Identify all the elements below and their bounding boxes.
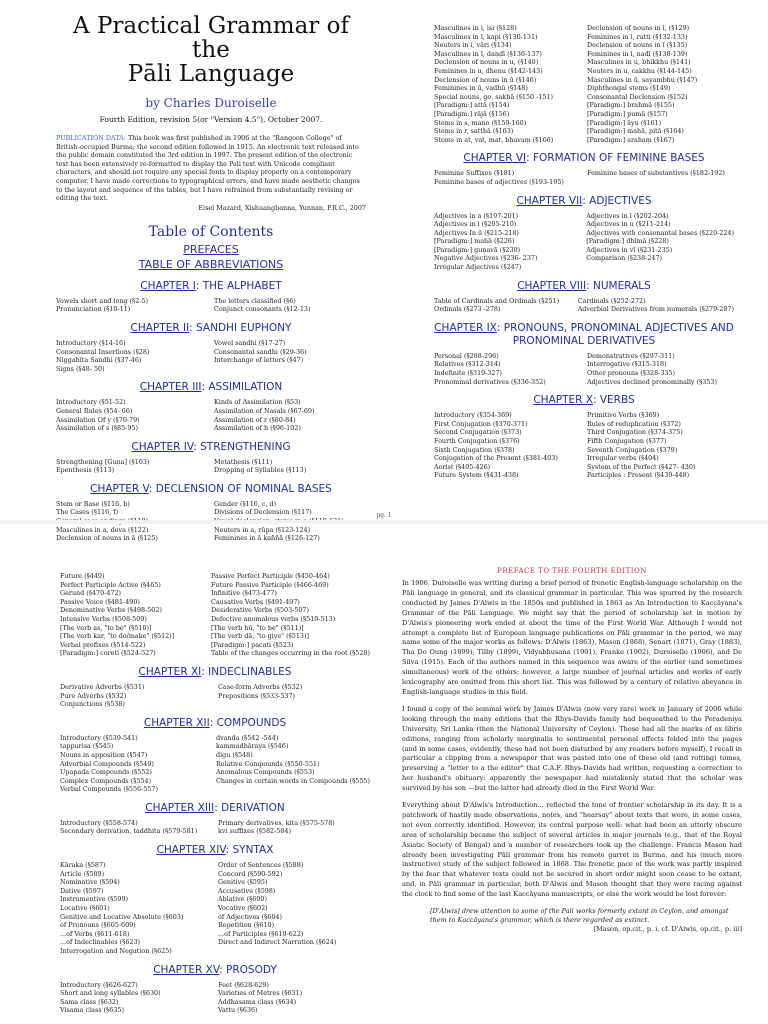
toc-item[interactable]: Future Passive Participle (§466-469): [210, 580, 329, 589]
toc-item[interactable]: ...of Verbs (§611-618): [60, 929, 130, 938]
chapter-number-link[interactable]: CHAPTER I: [140, 279, 196, 292]
toc-item[interactable]: kammadhāraya (§546): [215, 742, 289, 751]
chapter-number-link[interactable]: CHAPTER II: [130, 321, 190, 334]
toc-item[interactable]: Defective anomalous verbs (§510-513): [210, 614, 336, 623]
chapter-name: : ADJECTIVES: [582, 194, 652, 207]
toc-item[interactable]: Feminines in u, dhenu (§142-143): [434, 66, 543, 75]
toc-item: [218, 947, 370, 956]
toc-item[interactable]: Table of the changes occurring in the root (§528): [210, 649, 370, 658]
left-chapters: [56, 280, 366, 543]
toc-item[interactable]: [Paradigm:] mahā, pitā (§164): [587, 127, 684, 136]
toc-item[interactable]: tappurisa (§545): [60, 742, 114, 751]
link-table-of-abbreviations[interactable]: TABLE OF ABBREVIATIONS: [138, 257, 284, 271]
toc-item: [218, 700, 370, 709]
chapter-items: [56, 398, 366, 432]
toc-item[interactable]: Nominative (§594): [60, 878, 120, 887]
book-title-line1: A Practical Grammar of the: [73, 13, 349, 63]
toc-item[interactable]: Consonantal Declension (§152): [587, 92, 688, 101]
toc-item: [216, 785, 370, 794]
toc-item[interactable]: Kinds of Assimilation (§53): [214, 398, 301, 407]
toc-item[interactable]: Order of Sentences (§588): [218, 861, 304, 870]
toc-item[interactable]: Rules of reduplication (§372): [587, 419, 681, 428]
toc-item: [214, 365, 366, 374]
toc-item[interactable]: Interchange of letters (§47): [214, 356, 304, 365]
toc-item[interactable]: Epenthesis (§113): [56, 466, 115, 475]
toc-item[interactable]: Gerund (§470-472): [60, 589, 122, 598]
toc-item[interactable]: Direct and Indirect Narration (§624): [218, 938, 337, 947]
toc-item[interactable]: Conjugation of the Present (§381-403): [434, 454, 558, 463]
toc-item[interactable]: Pronominal derivatives (§336-352): [434, 377, 546, 386]
toc-item[interactable]: Introductory (§558-574): [60, 818, 138, 827]
publication-signature: Eisel Mazard, Xishuangbanna, Yunnan, P.R.C., 2007: [198, 203, 366, 212]
chapter-heading[interactable]: [434, 322, 734, 348]
page-1-right-column: [434, 24, 734, 480]
toc-item[interactable]: Addhasama class (§634): [218, 997, 297, 1006]
chapter-heading[interactable]: [56, 483, 366, 496]
toc-item[interactable]: Introductory (§626-627): [60, 980, 138, 989]
chapter-items: [434, 411, 734, 480]
toc-item[interactable]: Genitive and Locative Absolute (§603): [60, 912, 184, 921]
toc-item[interactable]: Feminine bases of substantives (§182-192): [587, 169, 725, 178]
toc-item[interactable]: Locative (§601): [60, 904, 110, 913]
toc-item[interactable]: Varieties of Metres (§631): [218, 989, 303, 998]
toc-item[interactable]: Desiderative Verbs (§503-507): [210, 606, 309, 615]
edition-line: Fourth Edition, revision 5(or "Version 4.5"), October 2007.: [99, 115, 323, 124]
chapter-heading[interactable]: [434, 394, 734, 407]
chapter-items: [60, 683, 370, 709]
toc-item[interactable]: Concord (§590-592): [218, 869, 283, 878]
chapter-items: [60, 734, 370, 794]
toc-item[interactable]: of Pronouns (§605-609): [60, 921, 136, 930]
publication-data-text: This book was first published in 1906 at the "Rangoon College" of British-occupied Burma; the second edition followed in 1915. An electronic text released into the public domain constituted the 3rd edition in 1997. The present edition of the electronic text has been extensively re-formatted to display the Pali text with Unicode compliant characters, and should not require any special fonts to display properly on a contemporary computer. I have made corrections to typographical errors, and have made aesthetic changes to the layout and sequence of the tables, but I have refrained from substantially revising or editing the text.: [56, 134, 360, 203]
page-2-chapters: [60, 666, 370, 1015]
chapter-number-link[interactable]: CHAPTER VI: [463, 152, 527, 165]
chapter-items: [60, 981, 370, 1015]
chapter-items: [60, 861, 370, 956]
toc-item[interactable]: [Paradigm:] attā (§154): [434, 101, 510, 110]
toc-item[interactable]: Prepositions (§533-537): [218, 691, 296, 700]
toc-item[interactable]: Feminines in ī, nadī (§138-139): [587, 49, 688, 58]
toc-item[interactable]: ...of Indeclinables (§623): [60, 938, 141, 947]
toc-item[interactable]: Signs (§48- 50): [56, 364, 105, 373]
toc-item[interactable]: [The verb kar, "to do/make" (§512)]: [60, 632, 175, 641]
toc-item[interactable]: Denominative Verbs (§498-502): [60, 606, 162, 615]
toc-item[interactable]: Diphthongal stems (§149): [587, 84, 671, 93]
chapter-name: : INDECLINABLES: [201, 665, 292, 678]
preface-column: [402, 567, 742, 933]
toc-item[interactable]: Intensive Verbs (§508-509): [60, 614, 147, 623]
toc-item[interactable]: Divisions of Declension (§117): [214, 508, 312, 517]
toc-item[interactable]: Consonantal sandhi (§29-36): [214, 347, 307, 356]
toc-item[interactable]: Vowels short and long (§2-5): [56, 296, 149, 305]
toc-item[interactable]: Changes in certain words in Compounds (§555): [215, 776, 370, 785]
toc-item[interactable]: Adjectives in i (§205-210): [434, 220, 517, 229]
toc-item[interactable]: Pronunciation (§10-11): [56, 305, 131, 314]
toc-item[interactable]: Adjectives in ī (§202-204): [586, 211, 669, 220]
toc-item[interactable]: dvanda (§542 -544): [215, 733, 279, 742]
toc-item[interactable]: Adjectives In ū (§215-218): [434, 228, 519, 237]
toc-item[interactable]: of Adjectives (§604): [218, 912, 282, 921]
declension-items: [434, 24, 734, 144]
toc-item[interactable]: System of the Perfect (§427- 430): [587, 462, 696, 471]
toc-item[interactable]: Masculines in u, bhikkhu (§141): [587, 58, 691, 67]
toc-item[interactable]: Instrumentive (§599): [60, 895, 129, 904]
chapter-heading[interactable]: [56, 280, 366, 293]
toc-item[interactable]: Declension of nouns in ā (§125): [56, 534, 158, 543]
toc-item[interactable]: Sixth Conjugation (§378): [434, 445, 515, 454]
toc-item[interactable]: Relatives (§312-314): [434, 360, 501, 369]
toc-item[interactable]: The Cases (§116, f): [56, 508, 119, 517]
toc-item[interactable]: Pure Adverbs (§532): [60, 691, 127, 700]
toc-item[interactable]: Adverbial Compounds (§549): [60, 759, 154, 768]
chapter-heading[interactable]: [56, 441, 366, 454]
toc-item[interactable]: Vowel sandhi (§17-27): [214, 338, 286, 347]
chapter-heading[interactable]: [60, 666, 370, 679]
chapter-number-link[interactable]: CHAPTER VII: [516, 194, 583, 207]
chapter-name: : STRENGTHENING: [193, 440, 291, 453]
toc-item[interactable]: Third Conjugation (§374-375): [587, 428, 683, 437]
toc-item[interactable]: Repetition (§610): [218, 921, 275, 930]
toc-item[interactable]: Declension of nouns in ī, (§129): [587, 24, 690, 32]
toc-item[interactable]: Feminine bases of adjectives (§193-195): [434, 177, 564, 186]
chapter-heading[interactable]: [56, 322, 366, 335]
toc-item[interactable]: [The verb hū, "to be" (§511)]: [210, 623, 304, 632]
preface-quote-reference: [Mason, op.cit., p. i, cf. D'Alwis, op.cit., p. iii]: [593, 925, 742, 934]
toc-item[interactable]: Causative Verbs (§491-497): [210, 597, 300, 606]
chapter-number-link[interactable]: CHAPTER XIV: [156, 844, 226, 857]
toc-item[interactable]: Participles : Present (§439-448): [587, 471, 690, 480]
toc-item[interactable]: Introductory (§14-16): [56, 338, 126, 347]
chapter-name: : PROSODY: [219, 963, 277, 976]
toc-item[interactable]: Kāraka (§587): [60, 861, 106, 870]
chapter-number-link[interactable]: CHAPTER X: [533, 394, 593, 407]
toc-item[interactable]: Verbal Compounds (§556-557): [60, 785, 158, 794]
publication-data: [56, 134, 366, 203]
author-line: by Charles Duroiselle: [145, 96, 277, 110]
toc-item[interactable]: [The verb dā, "to give" (§513)]: [210, 632, 309, 641]
preface-paragraph: I found a copy of the seminal work by James D'Alwis (now very rare) work in January of 2006 while looking through the many editions that the Rhys-Davids family had bequeathed to the Peradeniya University, Sri Lanka (then the National University of Ceylon). These had all the marks of ex libris editions, ranging from scholarly marginalia to sentimental personal effects folded into the pages (and in some cases, evidently, these had not been disturbed by any readers before myself). I recall in particular a clipping from a newspaper that was pasted into one of these old (and rotting) tomes, preserving a "letter to a the editor" that C.A.F. Rhys-Davids had written, requesting a correction to her husband's obituary: apparently the newspaper had mistakenly stated that the scholar was survived by his son —but the latter had already died in the First World War.: [402, 704, 742, 793]
toc-item[interactable]: Assimilation of r (§80-84): [214, 415, 296, 424]
toc-item[interactable]: Nouns in apposition (§547): [60, 750, 148, 759]
toc-item[interactable]: The letters classified (§6): [214, 296, 296, 305]
preface-paragraph: Everything about D'Alwis's Introduction... reflected the tone of frontier scholarship in its day. It is a patchwork of hastily made observations, notes, and "hearsay" about texts that were, in some cases, not even correctly identified. However, its central purpose well: what had been an utterly obscure area of scholarship became the subject of several articles in major journals (e.g., that of the Royal Asiatic Society of Bengal) and a number of researchers took up the challenge. Francis Mason had already been investigating Pāli grammar from his remote garret in Burma, and his (much more instructive) study of the subject followed in 1868. The frenetic pace of the work was partly inspired by the fear that whatever texts could not be secured in short order might soon cease to be extant, and, in Pāli grammar in particular, both D'Alwis and Mason thought that they were racing against the clock to find some of the last Kaccāyana manuscripts, or else the work would be lost forever:: [402, 801, 742, 899]
toc-item[interactable]: Perfect Participle Active (§465): [60, 580, 161, 589]
toc-item[interactable]: Indefinite (§319-327): [434, 369, 503, 378]
toc-item[interactable]: [Paradigm:] guṇavā (§230): [434, 245, 521, 254]
toc-item[interactable]: General Rules (§54- 66): [56, 406, 133, 415]
toc-item[interactable]: Introductory (§539-541): [60, 733, 138, 742]
toc-item[interactable]: Case-form Adverbs (§532): [218, 682, 303, 691]
verb-items: [60, 572, 370, 658]
toc-item[interactable]: Accusative (§598): [218, 886, 276, 895]
toc-item[interactable]: Declension of nouns in ū (§146): [434, 75, 537, 84]
toc-item[interactable]: Introductory (§354-369): [434, 411, 512, 420]
chapter-number-link[interactable]: CHAPTER XV: [153, 963, 220, 976]
toc-item[interactable]: Demonstratives (§297-311): [587, 351, 675, 360]
toc-item[interactable]: Cardinals (§252-272): [577, 296, 646, 305]
toc-item[interactable]: Other pronouns (§328-335): [587, 369, 676, 378]
chapter-heading[interactable]: [60, 964, 370, 977]
chapter-name: : DERIVATION: [214, 801, 285, 814]
toc-item[interactable]: Neuters in u, cakkhu (§144-145): [587, 66, 692, 75]
chapter-name: : VERBS: [592, 394, 635, 407]
chapter-number-link[interactable]: CHAPTER IX: [434, 321, 497, 334]
toc-item[interactable]: Genitive (§595): [218, 878, 268, 887]
toc-item[interactable]: Anomalous Compounds (§553): [215, 768, 315, 777]
toc-item: [587, 178, 734, 187]
toc-item[interactable]: Dative (§597): [60, 886, 104, 895]
toc-item[interactable]: Sama class (§632): [60, 997, 119, 1006]
chapter-number-link[interactable]: CHAPTER XII: [143, 716, 210, 729]
toc-item[interactable]: Vattu (§636): [218, 1006, 258, 1015]
toc-item[interactable]: Feet (§628-629): [218, 980, 269, 989]
toc-item[interactable]: Future (§449): [60, 572, 105, 580]
toc-item[interactable]: Neuters in i, vāri (§134): [434, 41, 512, 50]
toc-item[interactable]: Stems in r, satthā (§163): [434, 127, 514, 136]
chapter-heading[interactable]: [60, 844, 370, 857]
toc-item[interactable]: Fifth Conjugation (§377): [587, 437, 667, 445]
toc-item[interactable]: Feminines in ā kaññā (§126-127): [214, 534, 320, 543]
chapter-heading[interactable]: [434, 280, 734, 293]
chapter-items: [434, 352, 734, 386]
toc-item[interactable]: Fourth Conjugation (§376): [434, 437, 520, 445]
toc-item[interactable]: [Paradigm:] rājā (§156): [434, 109, 510, 118]
page-1-left-column: [56, 14, 366, 543]
toc-item[interactable]: [Paradigm:] brahmā (§155): [587, 101, 675, 110]
toc-item[interactable]: Infinitive (§473-477): [210, 589, 277, 598]
toc-item[interactable]: [Paradigm:] dhīmā (§228): [586, 237, 669, 246]
chapter-heading[interactable]: [60, 802, 370, 815]
toc-item[interactable]: Negative Adjectives (§236- 237): [434, 254, 538, 263]
page-2-left-column: [60, 572, 370, 1015]
toc-item[interactable]: Second Conjugation (§373): [434, 428, 522, 437]
chapter-items: [434, 297, 734, 314]
toc-item[interactable]: Adjectives in vī (§231-235): [586, 245, 673, 254]
chapter-heading[interactable]: [60, 717, 370, 730]
toc-item[interactable]: Masculines in ū, sayambhu (§147): [587, 75, 698, 84]
toc-item[interactable]: Gender (§116, c, d): [214, 499, 277, 508]
toc-item[interactable]: Feminines in ū, vadhū (§148): [434, 84, 528, 93]
book-title-line2: Pāli Language: [127, 61, 295, 87]
toc-item[interactable]: Stems in s, mano (§159-160): [434, 118, 527, 127]
toc-item[interactable]: [Paradigm:] āyu (§161): [587, 118, 662, 127]
toc-item[interactable]: Masculines in ī, kapi (§130-131): [434, 32, 538, 41]
toc-item[interactable]: Comparison (§238-247): [586, 254, 663, 263]
toc-item[interactable]: Masculines in ī, daṇḍī (§136-137): [434, 49, 542, 58]
chapter-name: : SYNTAX: [225, 844, 274, 857]
chapter-items: [56, 458, 366, 475]
toc-item[interactable]: [Paradigm:] mahā (§226): [434, 237, 515, 246]
chapter-name: : ASSIMILATION: [201, 381, 283, 394]
toc-item[interactable]: Adjectives declined pronominally (§353): [587, 377, 718, 386]
page-number: pg. 1: [376, 512, 392, 519]
chapter-items: [56, 297, 366, 314]
toc-item[interactable]: First Conjugation (§370-371): [434, 419, 528, 428]
preface-title: PREFACE TO THE FOURTH EDITION: [497, 567, 647, 575]
toc-item[interactable]: Article (§589): [60, 869, 105, 878]
chapter-number-link[interactable]: CHAPTER VIII: [517, 279, 587, 292]
chapter-heading[interactable]: [434, 152, 734, 165]
toc-item[interactable]: Niggahīta Sandhi (§37-46): [56, 356, 142, 365]
chapter-items: [60, 819, 370, 836]
toc-item[interactable]: Masculines in i, isi (§128): [434, 24, 517, 32]
toc-item[interactable]: Dropping of Syllables (§113): [214, 466, 307, 475]
preface-paragraph: In 1906, Duroiselle was writing during a brief period of frenetic English-language scholarship on the Pāli language in general, and its classical grammar in particular. This was spurred by the research conducted by James D'Alwis in the 1850s and published in 1863 as An Introduction to Kaccāyana's Grammar of the Pāli Language. We might say that the period of scholarship set in motion by D'Alwis's pioneering work ended at about the time of the First World War. Although I would not attempt a complete list of European language publications on Pāli grammar in the period, we may name some of the major works as follows: D'Alwis (1863), Mason (1868), Senart (1871), Gray (1883), Tha Do Oung (1899), Tilby (1899), Vidyabhusana (1901), Franke (1902), Duroiselle (1906), and De Silva (1915). Each of the authors named in this sequence was aware of the earlier (and sometimes simultaneous) work of the others; however, a large number of journal articles and works of early lexicography are omitted from this short list. This was followed by a century of relative abeyance in English-language studies in this field.: [402, 579, 742, 696]
toc-item[interactable]: Assimilation of h (§96-102): [214, 424, 301, 433]
toc-item[interactable]: Consonantal Insertions (§28): [56, 347, 150, 356]
toc-item: [586, 263, 734, 272]
chapter-name: : NUMERALS: [586, 279, 651, 292]
chapter-heading[interactable]: [56, 381, 366, 394]
toc-item[interactable]: [Paradigm:] coreti (§524-527): [60, 649, 156, 658]
toc-item[interactable]: Special nouns, go, sakhā (§150 -151): [434, 92, 553, 101]
toc-item[interactable]: [Paradigm:] pumā (§157): [587, 109, 668, 118]
toc-heading: Table of Contents: [148, 223, 274, 240]
toc-item[interactable]: [Paradigm:] arahaṃ (§167): [587, 135, 675, 144]
toc-item[interactable]: Metathesis (§111): [214, 457, 273, 466]
toc-item[interactable]: Declension of nouns in u, (§140): [434, 58, 539, 67]
chapter-name: : COMPOUNDS: [209, 716, 287, 729]
toc-item[interactable]: kvi suffixes (§582-584): [218, 827, 291, 836]
toc-item[interactable]: Assimilation of s (§85-95): [56, 424, 138, 433]
toc-item[interactable]: Passive Perfect Participle (§450-464): [210, 572, 330, 580]
chapter-name: : PRONOUNS, PRONOMINAL ADJECTIVES AND PRONOMINAL DERIVATIVES: [496, 321, 734, 347]
toc-item[interactable]: Primary derivatives, kita (§575-578): [218, 818, 335, 827]
chapter-name: : THE ALPHABET: [195, 279, 282, 292]
toc-item[interactable]: Stems in at, vat, mat, bhavaṃ (§166): [434, 135, 554, 144]
toc-item[interactable]: Aorist (§405-426): [434, 462, 491, 471]
toc-item[interactable]: Table of Cardinals and Ordinals (§251): [434, 296, 560, 305]
link-prefaces[interactable]: PREFACES: [183, 242, 239, 256]
toc-item[interactable]: Secondary derivation, taddhita (§579-581): [60, 827, 198, 836]
toc-item[interactable]: Conjunctions (§538): [60, 700, 125, 709]
chapter-number-link[interactable]: CHAPTER V: [90, 482, 149, 495]
toc-item[interactable]: Short and long syllables (§630): [60, 989, 161, 998]
toc-item[interactable]: Introductory (§51-52): [56, 398, 126, 407]
toc-item[interactable]: Derivative Adverbs (§531): [60, 682, 145, 691]
toc-item[interactable]: Vocative (§602): [218, 904, 268, 913]
toc-item[interactable]: Masculines in a, deva (§122): [56, 525, 149, 534]
toc-item[interactable]: [Paradigm:] pacati (§523): [210, 640, 294, 649]
toc-item[interactable]: Interrogative (§315-318): [587, 360, 667, 369]
chapter-name: : DECLENSION OF NOMINAL BASES: [148, 482, 332, 495]
toc-item[interactable]: Adjectives in a (§197-201): [434, 211, 519, 220]
toc-item[interactable]: Conjunct consonants (§12-13): [214, 305, 311, 314]
toc-item[interactable]: Interrogation and Negation (§625): [60, 947, 172, 955]
chapter-name: : FORMATION OF FEMININE BASES: [526, 152, 705, 165]
toc-item[interactable]: Ablative (§600): [218, 895, 267, 904]
toc-item[interactable]: Passive Voice (§481-490): [60, 597, 140, 606]
toc-item[interactable]: Irregular Adjectives (§247): [434, 263, 522, 272]
toc-item[interactable]: Primitive Verbs (§369): [587, 411, 660, 420]
toc-item[interactable]: Strengthening [Guṇa] (§103): [56, 457, 150, 466]
toc-item[interactable]: Seventh Conjugation (§379): [587, 445, 678, 454]
toc-item[interactable]: Relative Compounds (§550-551): [215, 759, 320, 768]
toc-item[interactable]: Neuters in a, rūpa (§123-124): [214, 525, 311, 534]
toc-item[interactable]: Feminine Suffixes (§181): [434, 169, 515, 178]
chapter-number-link[interactable]: CHAPTER XI: [138, 665, 202, 678]
toc-item[interactable]: [The verb as, "to be" (§510)]: [60, 623, 152, 632]
toc-item[interactable]: Assimilation of Nasals (§67-69): [214, 406, 315, 415]
toc-item[interactable]: Adjectives with consonantal bases (§220-224): [586, 228, 734, 237]
toc-item[interactable]: Complex Compounds (§554): [60, 776, 152, 785]
chapter-heading[interactable]: [434, 195, 734, 208]
preface-body: [402, 579, 742, 900]
toc-item[interactable]: Verbal prefixes (§514-522): [60, 640, 146, 649]
toc-item[interactable]: Feminines in ī, ratti (§132-133): [587, 32, 688, 41]
toc-item[interactable]: Upapada Compounds (§552): [60, 768, 152, 777]
chapter-items: [56, 339, 366, 373]
chapter-items: [434, 212, 734, 272]
toc-item[interactable]: Adverbial Derivatives from numerals (§279-287): [577, 305, 734, 314]
toc-item[interactable]: digu (§548): [215, 750, 253, 759]
chapter-number-link[interactable]: CHAPTER IV: [131, 440, 194, 453]
toc-item[interactable]: Irregular verbs (§404): [587, 454, 659, 463]
toc-item[interactable]: Assimilation Of y (§70-79): [56, 415, 140, 424]
preface-quote: [D'Alwis] drew attention to some of the Pali works formerly extant in Ceylon, and amongst them to Kaccāyana's grammar, which is there regarded as extinct.: [430, 907, 729, 925]
toc-item[interactable]: Adjectives in u (§211-214): [586, 220, 671, 229]
toc-item[interactable]: Ordinals (§273 -278): [434, 305, 501, 314]
publication-data-label: PUBLICATION DATA:: [56, 134, 126, 142]
chapter-number-link[interactable]: CHAPTER III: [139, 381, 202, 394]
toc-item[interactable]: Future System (§431-438): [434, 471, 519, 480]
chapter-items: [434, 169, 734, 186]
toc-item[interactable]: Stem or Base (§116, b): [56, 499, 130, 508]
toc-item[interactable]: Visama class (§635): [60, 1006, 124, 1015]
toc-item[interactable]: Declension of nouns in ī (§135): [587, 41, 688, 50]
chapter-name: : SANDHI EUPHONY: [189, 321, 292, 334]
right-chapters: [434, 152, 734, 480]
toc-item[interactable]: Personal (§288-296): [434, 351, 499, 360]
toc-item[interactable]: ...of Participles (§619-622): [218, 929, 304, 938]
chapter-number-link[interactable]: CHAPTER XIII: [145, 801, 215, 814]
page-2: [0, 524, 768, 1024]
